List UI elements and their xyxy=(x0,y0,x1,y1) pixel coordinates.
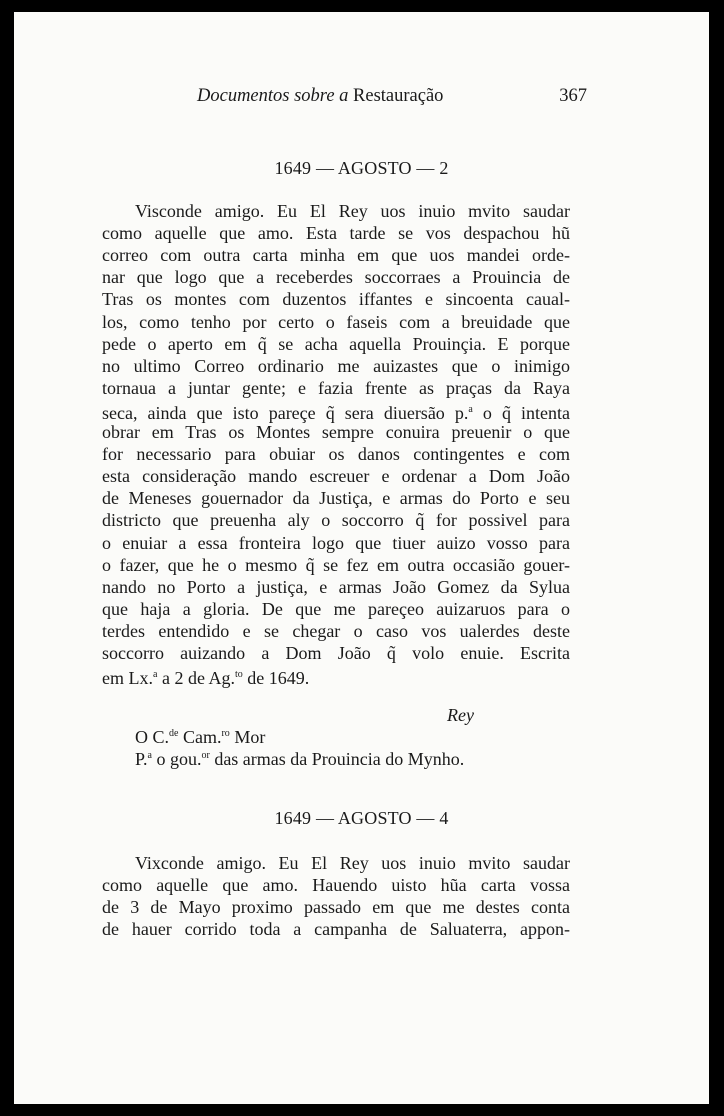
letter-1-text-line: obrar em Tras os Montes sempre conuira preuenir o que xyxy=(102,422,570,442)
letter-1-text-line: nar que logo que a receberdes soccorraes a Prouincia de xyxy=(102,267,570,288)
letter-2-text-line: de hauer corrido toda a campanha de Saluaterra, appon- xyxy=(102,919,570,940)
letter-1-text-line: correo com outra carta minha em que uos mandei orde- xyxy=(102,245,570,266)
letter-1-text-line: o enuiar a essa fronteira logo que tiuer auizo vosso para xyxy=(102,532,570,553)
letter-1-text-line: Tras os montes com duzentos iffantes e sincoenta caual- xyxy=(102,289,570,310)
running-head-title: Documentos sobre a xyxy=(197,86,349,106)
running-head xyxy=(197,86,587,107)
letter-1-signature: Rey xyxy=(447,705,474,725)
letter-2-text-line: de 3 de Mayo proximo passado em que me destes conta xyxy=(102,897,570,918)
letter-1-text-line: tornaua a juntar gente; e fazia frente as praças da Raya xyxy=(102,377,570,398)
letter-1-text-line: terdes entendido e se chegar o caso vos ualerdes deste xyxy=(102,620,570,641)
letter-1-text-line: o fazer, que he o mesmo q̃ se fez em outra occasião gouer- xyxy=(102,554,570,575)
letter-1-text-line: no ultimo Correo ordinario me auizastes que o inimigo xyxy=(102,355,570,376)
page-number: 367 xyxy=(559,86,587,106)
letter-1-address-line-1: O C.$^{de}$ Cam.$^{ro}$ Mor xyxy=(135,727,266,747)
letter-2-text-line: como aquelle que amo. Hauendo uisto hũa carta vossa xyxy=(102,875,570,896)
running-head-title-rest: Restauração xyxy=(353,86,444,106)
letter-2-text-line: Vixconde amigo. Eu El Rey uos inuio mvito saudar xyxy=(135,853,570,873)
letter-1-text-line: como aquelle que amo. Esta tarde se vos despachou hũ xyxy=(102,223,570,244)
letter-1-text-line: em Lx.$^a$ a 2 de Ag.$^{to}$ de 1649. xyxy=(102,668,310,689)
letter-1-heading: 1649 — AGOSTO — 2 xyxy=(274,158,449,178)
letter-1-text-line: esta consideração mando escreuer e ordenar a Dom João xyxy=(102,466,570,487)
letter-1-text-line: districto que preuenha aly o soccorro q̃ for possivel para xyxy=(102,510,570,531)
letter-1-text-line: soccorro auizando a Dom João q̃ volo enuie. Escrita xyxy=(102,643,570,663)
letter-2-heading: 1649 — AGOSTO — 4 xyxy=(274,808,449,828)
letter-1-text-line: nando no Porto a justiça, e armas João Gomez da Sylua xyxy=(102,576,570,597)
letter-1-address-line-2: P.$^a$ o gou.$^{or}$ das armas da Prouincia do Mynho. xyxy=(135,749,465,769)
letter-1-text-line: los, como tenho por certo o faseis com a breuidade que xyxy=(102,311,570,332)
book-page xyxy=(14,12,709,1104)
letter-1-text-line: pede o aperto em q̃ se acha aquella Prouinçia. E porque xyxy=(102,333,570,354)
letter-1-text-line: for necessario para obuiar os danos contingentes e com xyxy=(102,444,570,465)
letter-1-text-line: seca, ainda que isto pareçe q̃ sera diuersão p.$^a$ o q̃ intenta xyxy=(102,402,571,423)
letter-1-text-line: de Meneses gouernador da Justiça, e armas do Porto e seu xyxy=(102,488,570,509)
letter-1-text-line: que haja a gloria. De que me pareçeo auizaruos para o xyxy=(102,598,570,619)
letter-1-text-line: Visconde amigo. Eu El Rey uos inuio mvito saudar xyxy=(135,201,570,221)
